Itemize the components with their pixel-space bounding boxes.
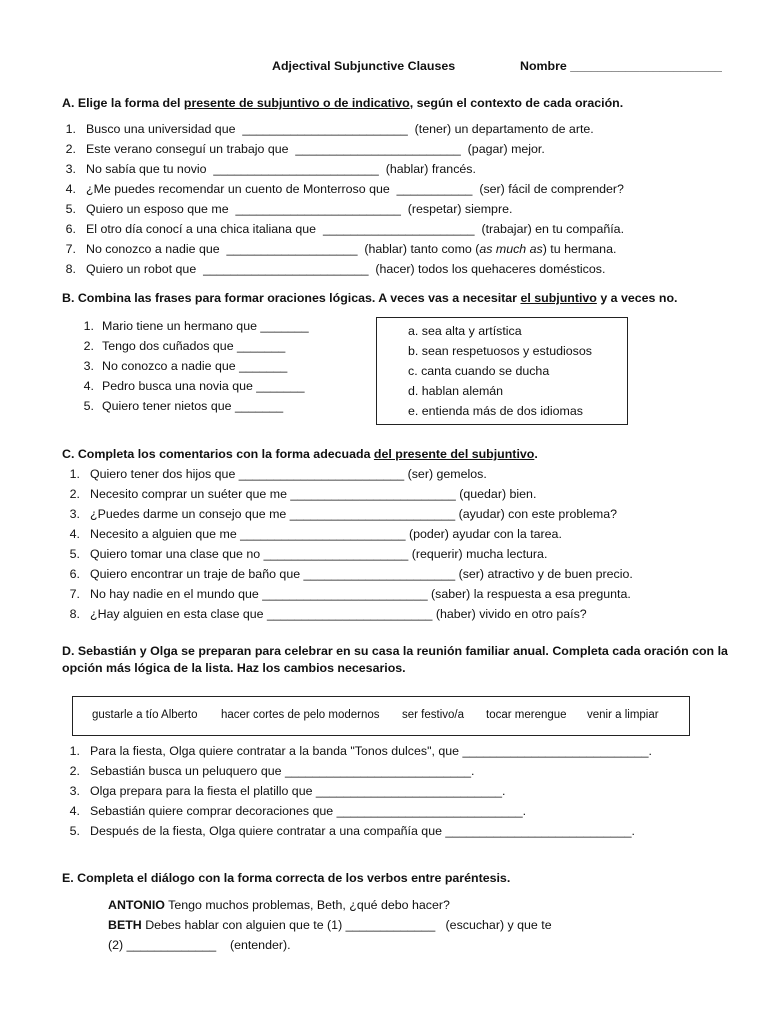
speaker-antonio: ANTONIO <box>108 898 165 912</box>
section-c-item: 1. Quiero tener dos hijos que ________________________ (ser) gemelos. <box>69 467 487 481</box>
section-d-item: 5. Después de la fiesta, Olga quiere contratar a una compañía que ___________________________. <box>69 824 635 838</box>
section-b-item: 5. Quiero tener nietos que _______ <box>83 399 284 413</box>
beth-line: Debes hablar con alguien que te (1) _____________ (escuchar) y que te <box>145 918 552 932</box>
section-e-heading: E. Completa el diálogo con la forma correcta de los verbos entre paréntesis. <box>62 871 511 885</box>
name-label: Nombre <box>520 59 567 73</box>
section-a-item: 6. El otro día conocí a una chica italiana que ______________________ (trabajar) en tu compañía. <box>65 222 625 236</box>
name-field <box>520 58 722 74</box>
section-d-option: gustarle a tío Alberto <box>92 709 198 721</box>
worksheet-title: Adjectival Subjunctive Clauses <box>272 59 456 73</box>
section-d-item: 3. Olga prepara para la fiesta el platillo que ___________________________. <box>69 784 506 798</box>
section-c-underlined: del presente del subjuntivo <box>373 447 535 461</box>
section-a-underlined: presente de subjuntivo o de indicativo <box>183 96 410 110</box>
section-a-prefix: A. Elige la forma del <box>62 96 184 110</box>
section-a-item: 8. Quiero un robot que ________________________ (hacer) todos los quehaceres domésticos. <box>65 262 606 276</box>
section-d-option: venir a limpiar <box>587 709 659 721</box>
section-b-option: a. sea alta y artística <box>408 324 522 338</box>
section-c-item: 8. ¿Hay alguien en esta clase que ________________________ (haber) vivido en otro país? <box>69 607 587 621</box>
section-a-item: 5. Quiero un esposo que me ________________________ (respetar) siempre. <box>65 202 513 216</box>
section-c-item: 2. Necesito comprar un suéter que me ________________________ (quedar) bien. <box>69 487 537 501</box>
section-c-prefix: C. Completa los comentarios con la forma adecuada <box>62 447 374 461</box>
section-a-item: 3. No sabía que tu novio ________________________ (hablar) francés. <box>65 162 476 176</box>
section-a-item: 2. Este verano conseguí un trabajo que ________________________ (pagar) mejor. <box>65 142 545 156</box>
section-c-heading <box>62 446 538 462</box>
section-a-item: 7. No conozco a nadie que ___________________ (hablar) tanto como (as much as) tu hermana. <box>65 242 617 256</box>
section-d-option: ser festivo/a <box>402 709 464 721</box>
section-c-item: 6. Quiero encontrar un traje de baño que ______________________ (ser) atractivo y de buen precio. <box>69 567 633 581</box>
section-c-item: 4. Necesito a alguien que me ________________________ (poder) ayudar con la tarea. <box>69 527 562 541</box>
section-d-item: 4. Sebastián quiere comprar decoraciones que ___________________________. <box>69 804 527 818</box>
speaker-beth: BETH <box>108 918 142 932</box>
section-b-option: b. sean respetuosos y estudiosos <box>408 344 592 358</box>
section-b-item: 3. No conozco a nadie que _______ <box>83 359 288 373</box>
section-d-option: hacer cortes de pelo modernos <box>221 709 380 721</box>
section-c-item: 3. ¿Puedes darme un consejo que me ________________________ (ayudar) con este problema? <box>69 507 617 521</box>
section-b-suffix: y a veces no. <box>596 291 678 305</box>
section-a-item: 1. Busco una universidad que ________________________ (tener) un departamento de arte. <box>65 122 594 136</box>
section-c-item: 5. Quiero tomar una clase que no _____________________ (requerir) mucha lectura. <box>69 547 548 561</box>
antonio-line: Tengo muchos problemas, Beth, ¿qué debo hacer? <box>168 898 450 912</box>
section-b-heading <box>62 290 677 306</box>
section-c-item: 7. No hay nadie en el mundo que ________________________ (saber) la respuesta a esa pregunta. <box>69 587 631 601</box>
section-d-item: 1. Para la fiesta, Olga quiere contratar a la banda "Tonos dulces", que ___________________________. <box>69 744 652 758</box>
section-b-item: 4. Pedro busca una novia que _______ <box>83 379 305 393</box>
section-b-underlined: el subjuntivo <box>520 291 597 305</box>
section-b-item: 2. Tengo dos cuñados que _______ <box>83 339 286 353</box>
dialogue-beth-continued: (2) _____________ (entender). <box>108 938 291 952</box>
section-b-prefix: B. Combina las frases para formar oraciones lógicas. A veces vas a necesitar <box>62 291 521 305</box>
section-d-option: tocar merengue <box>486 709 567 721</box>
section-b-option: e. entienda más de dos idiomas <box>408 404 583 418</box>
section-c-suffix: . <box>534 447 538 461</box>
section-b-option: c. canta cuando se ducha <box>408 364 550 378</box>
dialogue-antonio <box>108 897 450 913</box>
section-b-option: d. hablan alemán <box>408 384 504 398</box>
section-b-item: 1. Mario tiene un hermano que _______ <box>83 319 309 333</box>
section-a-item: 4. ¿Me puedes recomendar un cuento de Monterroso que ___________ (ser) fácil de comprender? <box>65 182 624 196</box>
dialogue-beth <box>108 917 552 933</box>
section-d-heading-line2: opción más lógica de la lista. Haz los cambios necesarios. <box>62 661 406 675</box>
section-a-suffix: , según el contexto de cada oración. <box>409 96 624 110</box>
section-a-heading <box>62 95 623 111</box>
name-blank: ______________________ <box>570 59 722 73</box>
section-d-heading-line1: D. Sebastián y Olga se preparan para celebrar en su casa la reunión familiar anual. Completa cada oración con la <box>62 644 728 658</box>
section-d-item: 2. Sebastián busca un peluquero que ___________________________. <box>69 764 475 778</box>
